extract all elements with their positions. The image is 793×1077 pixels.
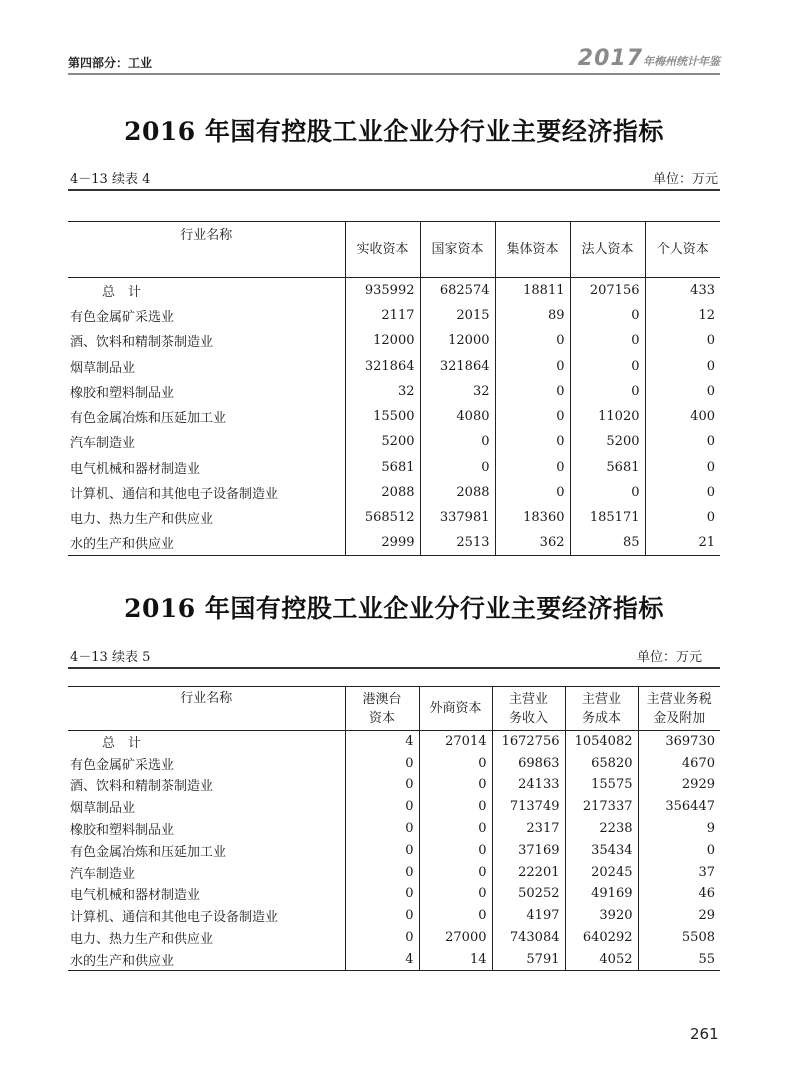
value-cell: 4	[345, 948, 419, 970]
value-cell: 0	[570, 353, 645, 378]
table-header-row	[68, 687, 720, 731]
table-row	[68, 404, 720, 429]
value-cell: 27000	[419, 927, 492, 949]
value-cell: 37169	[492, 839, 565, 861]
data-table	[68, 221, 720, 556]
value-cell: 4080	[420, 404, 495, 429]
value-cell: 0	[495, 379, 570, 404]
value-cell: 35434	[565, 839, 638, 861]
value-cell: 0	[419, 883, 492, 905]
industry-name-cell: 电力、热力生产和供应业	[70, 932, 214, 948]
column-header	[638, 687, 720, 731]
column-header: 实收资本	[345, 222, 420, 278]
header-divider	[68, 73, 720, 75]
value-cell: 0	[345, 905, 419, 927]
value-cell: 32	[345, 379, 420, 404]
industry-name-cell: 烟草制品业	[70, 801, 136, 817]
industry-name-cell: 有色金属矿采选业	[70, 757, 175, 773]
value-cell: 337981	[420, 505, 495, 530]
value-cell: 1054082	[565, 731, 638, 753]
table-row	[68, 839, 720, 861]
value-cell: 0	[495, 404, 570, 429]
value-cell: 0	[645, 328, 720, 353]
industry-name-cell: 橡胶和塑料制品业	[70, 823, 175, 839]
value-cell: 5508	[638, 927, 720, 949]
value-cell: 21	[645, 530, 720, 555]
table-title: 2016 年国有控股工业企业分行业主要经济指标	[124, 117, 664, 146]
value-cell: 0	[345, 796, 419, 818]
column-header: 个人资本	[645, 222, 720, 278]
industry-name-cell: 有色金属冶炼和压延加工业	[70, 411, 227, 427]
value-cell: 12000	[420, 328, 495, 353]
value-cell: 362	[495, 530, 570, 555]
column-header-line: 金及附加	[653, 710, 706, 726]
value-cell: 9	[638, 818, 720, 840]
value-cell: 2015	[420, 303, 495, 328]
table-row	[68, 530, 720, 555]
value-cell: 12000	[345, 328, 420, 353]
column-header-line: 港澳台	[362, 691, 402, 707]
table-row	[68, 353, 720, 378]
table-caption	[68, 646, 720, 666]
value-cell: 0	[645, 480, 720, 505]
industry-name-cell: 电气机械和器材制造业	[70, 461, 201, 477]
industry-name-cell: 汽车制造业	[70, 866, 136, 882]
value-cell: 743084	[492, 927, 565, 949]
value-cell: 2929	[638, 774, 720, 796]
industry-name-cell: 水的生产和供应业	[70, 537, 175, 553]
value-cell: 1672756	[492, 731, 565, 753]
table-row	[68, 379, 720, 404]
value-cell: 14	[419, 948, 492, 970]
value-cell: 0	[495, 353, 570, 378]
value-cell: 0	[345, 839, 419, 861]
unit-label: 单位：万元	[652, 172, 718, 187]
value-cell: 0	[645, 353, 720, 378]
column-header-line: 主营业	[508, 691, 548, 707]
column-header-industry-name: 行业名称	[180, 691, 233, 706]
industry-name-cell: 电气机械和器材制造业	[70, 888, 201, 904]
table-row	[68, 429, 720, 454]
table-number: 4－13 续表 4	[70, 172, 151, 187]
value-cell: 20245	[565, 861, 638, 883]
running-head	[68, 46, 720, 71]
value-cell: 0	[495, 455, 570, 480]
value-cell: 32	[420, 379, 495, 404]
value-cell: 0	[645, 505, 720, 530]
industry-name-cell: 电力、热力生产和供应业	[70, 512, 214, 528]
value-cell: 0	[345, 774, 419, 796]
value-cell: 0	[495, 328, 570, 353]
industry-name-cell: 烟草制品业	[70, 360, 136, 376]
column-header-line: 务成本	[581, 710, 621, 726]
value-cell: 3920	[565, 905, 638, 927]
value-cell: 640292	[565, 927, 638, 949]
table-row	[68, 752, 720, 774]
industry-name-cell: 计算机、通信和其他电子设备制造业	[70, 487, 279, 503]
value-cell: 0	[645, 429, 720, 454]
value-cell: 0	[645, 455, 720, 480]
industry-name-cell: 总 计	[102, 284, 142, 300]
value-cell: 2088	[420, 480, 495, 505]
column-header	[345, 687, 419, 731]
value-cell: 2238	[565, 818, 638, 840]
column-header-line: 资本	[368, 710, 395, 726]
value-cell: 369730	[638, 731, 720, 753]
value-cell: 568512	[345, 505, 420, 530]
value-cell: 89	[495, 303, 570, 328]
industry-name-cell: 总 计	[102, 736, 142, 752]
value-cell: 27014	[419, 731, 492, 753]
value-cell: 0	[345, 883, 419, 905]
caption-divider	[68, 189, 720, 191]
value-cell: 0	[345, 752, 419, 774]
value-cell: 22201	[492, 861, 565, 883]
value-cell: 356447	[638, 796, 720, 818]
table-row	[68, 861, 720, 883]
table-row-total	[68, 278, 720, 303]
column-header-line: 外商资本	[429, 701, 482, 716]
table-row	[68, 303, 720, 328]
value-cell: 0	[570, 480, 645, 505]
industry-name-cell: 有色金属矿采选业	[70, 309, 175, 325]
value-cell: 5200	[345, 429, 420, 454]
table-row	[68, 948, 720, 970]
column-header: 国家资本	[420, 222, 495, 278]
value-cell: 321864	[345, 353, 420, 378]
value-cell: 15575	[565, 774, 638, 796]
value-cell: 4	[345, 731, 419, 753]
value-cell: 2999	[345, 530, 420, 555]
column-header-line: 主营业	[581, 691, 621, 707]
table-row	[68, 505, 720, 530]
value-cell: 12	[645, 303, 720, 328]
value-cell: 4052	[565, 948, 638, 970]
industry-name-cell: 酒、饮料和精制茶制造业	[70, 335, 214, 351]
value-cell: 4670	[638, 752, 720, 774]
value-cell: 0	[638, 839, 720, 861]
table-row	[68, 774, 720, 796]
industry-name-cell: 酒、饮料和精制茶制造业	[70, 779, 214, 795]
table-row	[68, 328, 720, 353]
value-cell: 0	[495, 480, 570, 505]
value-cell: 50252	[492, 883, 565, 905]
table-header-row	[68, 222, 720, 278]
column-header: 法人资本	[570, 222, 645, 278]
value-cell: 2117	[345, 303, 420, 328]
table-number: 4－13 续表 5	[70, 650, 151, 665]
value-cell: 5681	[345, 455, 420, 480]
column-header	[419, 687, 492, 731]
column-header	[565, 687, 638, 731]
value-cell: 37	[638, 861, 720, 883]
value-cell: 0	[345, 927, 419, 949]
value-cell: 46	[638, 883, 720, 905]
table-row	[68, 796, 720, 818]
value-cell: 24133	[492, 774, 565, 796]
value-cell: 935992	[345, 278, 420, 303]
table-row	[68, 818, 720, 840]
value-cell: 433	[645, 278, 720, 303]
column-header: 集体资本	[495, 222, 570, 278]
value-cell: 29	[638, 905, 720, 927]
value-cell: 15500	[345, 404, 420, 429]
value-cell: 0	[570, 379, 645, 404]
value-cell: 0	[345, 861, 419, 883]
value-cell: 207156	[570, 278, 645, 303]
value-cell: 0	[419, 752, 492, 774]
value-cell: 18360	[495, 505, 570, 530]
value-cell: 0	[419, 905, 492, 927]
value-cell: 0	[419, 839, 492, 861]
table-row	[68, 480, 720, 505]
industry-name-cell: 计算机、通信和其他电子设备制造业	[70, 910, 279, 926]
value-cell: 713749	[492, 796, 565, 818]
value-cell: 5791	[492, 948, 565, 970]
value-cell: 0	[570, 328, 645, 353]
value-cell: 0	[645, 379, 720, 404]
value-cell: 4197	[492, 905, 565, 927]
value-cell: 2317	[492, 818, 565, 840]
table-row	[68, 455, 720, 480]
value-cell: 0	[345, 818, 419, 840]
table-title: 2016 年国有控股工业企业分行业主要经济指标	[124, 594, 664, 623]
value-cell: 0	[420, 429, 495, 454]
value-cell: 185171	[570, 505, 645, 530]
value-cell: 11020	[570, 404, 645, 429]
value-cell: 0	[420, 455, 495, 480]
yearbook-title	[578, 46, 720, 71]
table-row-total	[68, 731, 720, 753]
value-cell: 682574	[420, 278, 495, 303]
column-header-line: 务收入	[508, 710, 548, 726]
value-cell: 0	[419, 861, 492, 883]
table-row	[68, 927, 720, 949]
column-header	[492, 687, 565, 731]
table-row	[68, 883, 720, 905]
value-cell: 0	[419, 818, 492, 840]
value-cell: 0	[495, 429, 570, 454]
column-header-line: 主营业务税	[646, 691, 712, 707]
value-cell: 85	[570, 530, 645, 555]
industry-name-cell: 橡胶和塑料制品业	[70, 385, 175, 401]
unit-label: 单位：万元	[636, 650, 702, 665]
value-cell: 0	[419, 774, 492, 796]
value-cell: 2513	[420, 530, 495, 555]
table-row	[68, 905, 720, 927]
caption-divider	[68, 667, 720, 669]
value-cell: 55	[638, 948, 720, 970]
table-caption	[68, 168, 720, 188]
page-number: 261	[690, 1025, 719, 1043]
value-cell: 400	[645, 404, 720, 429]
value-cell: 49169	[565, 883, 638, 905]
industry-name-cell: 汽车制造业	[70, 436, 136, 452]
value-cell: 321864	[420, 353, 495, 378]
value-cell: 0	[570, 303, 645, 328]
yearbook-year: 2017	[577, 46, 643, 71]
industry-name-cell: 有色金属冶炼和压延加工业	[70, 844, 227, 860]
value-cell: 2088	[345, 480, 420, 505]
value-cell: 18811	[495, 278, 570, 303]
value-cell: 65820	[565, 752, 638, 774]
yearbook-name: 年梅州统计年鉴	[643, 55, 720, 68]
column-header-industry-name: 行业名称	[180, 228, 233, 243]
value-cell: 0	[419, 796, 492, 818]
value-cell: 217337	[565, 796, 638, 818]
value-cell: 5200	[570, 429, 645, 454]
value-cell: 69863	[492, 752, 565, 774]
data-table	[68, 686, 720, 971]
value-cell: 5681	[570, 455, 645, 480]
section-label: 第四部分：工业	[68, 56, 153, 70]
industry-name-cell: 水的生产和供应业	[70, 953, 175, 969]
